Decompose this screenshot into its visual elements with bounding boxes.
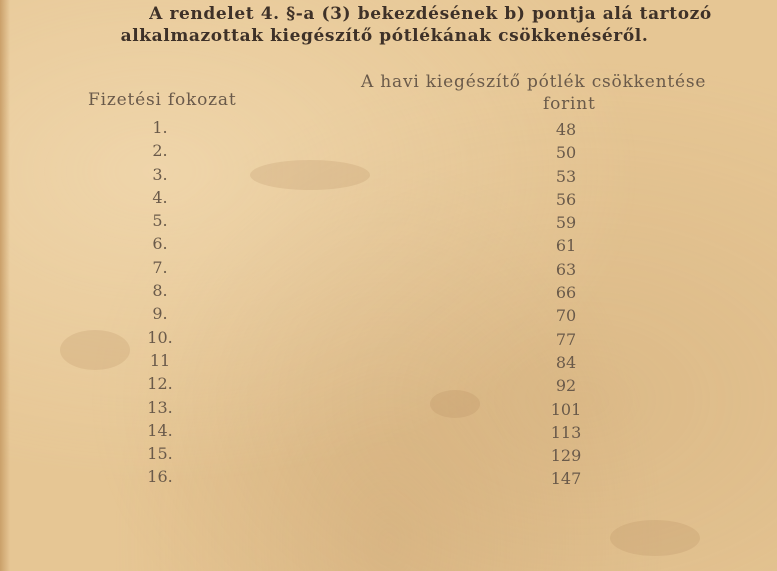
grade-cell: 5. bbox=[152, 211, 168, 231]
grade-cell: 11 bbox=[149, 350, 171, 370]
table-row bbox=[0, 256, 777, 279]
table-row bbox=[0, 465, 777, 488]
grade-cell: 6. bbox=[152, 234, 168, 254]
grade-cell: 2. bbox=[152, 141, 168, 161]
grade-cell: 13. bbox=[147, 397, 173, 417]
table-row bbox=[0, 279, 777, 302]
column-header-unit: forint bbox=[543, 94, 596, 114]
table-row bbox=[0, 326, 777, 349]
amount-cell: 56 bbox=[555, 189, 577, 209]
grade-cell: 4. bbox=[152, 187, 168, 207]
amount-cell: 59 bbox=[555, 213, 577, 233]
title-line-1: A rendelet 4. §-a (3) bekezdésének b) pontja alá tartozó bbox=[149, 4, 712, 24]
amount-cell: 113 bbox=[550, 422, 582, 442]
table-row bbox=[0, 419, 777, 442]
table-row bbox=[0, 209, 777, 232]
table-row bbox=[0, 442, 777, 465]
table-row bbox=[0, 116, 777, 139]
table-row bbox=[0, 372, 777, 395]
grade-cell: 14. bbox=[147, 420, 173, 440]
amount-cell: 84 bbox=[555, 352, 577, 372]
grade-cell: 1. bbox=[152, 118, 168, 137]
amount-cell: 50 bbox=[555, 143, 577, 163]
grade-cell: 7. bbox=[152, 257, 168, 277]
table-row bbox=[0, 232, 777, 255]
grade-cell: 10. bbox=[147, 327, 173, 347]
table-row bbox=[0, 349, 777, 372]
amount-cell: 101 bbox=[550, 399, 582, 419]
amount-cell: 92 bbox=[555, 376, 577, 396]
grade-cell: 9. bbox=[152, 304, 168, 324]
amount-cell: 147 bbox=[550, 469, 582, 489]
table-row bbox=[0, 139, 777, 162]
amount-cell: 66 bbox=[555, 283, 577, 303]
amount-cell: 77 bbox=[555, 329, 577, 349]
amount-cell: 61 bbox=[555, 236, 577, 256]
amount-cell: 70 bbox=[555, 306, 577, 326]
table-row bbox=[0, 302, 777, 325]
table-row bbox=[0, 163, 777, 186]
grade-cell: 12. bbox=[147, 374, 173, 394]
column-header-grade: Fizetési fokozat bbox=[88, 90, 237, 110]
grade-cell: 16. bbox=[147, 467, 173, 487]
amount-cell: 63 bbox=[555, 259, 577, 279]
title-line-2: alkalmazottak kiegészítő pótlékának csökkenéséről. bbox=[120, 26, 649, 46]
amount-cell: 53 bbox=[555, 166, 577, 186]
column-header-reduction: A havi kiegészítő pótlék csökkentése bbox=[361, 72, 707, 92]
paper-stain bbox=[610, 520, 700, 556]
amount-cell: 129 bbox=[550, 446, 582, 466]
amount-cell: 48 bbox=[555, 120, 577, 139]
grade-cell: 3. bbox=[152, 164, 168, 184]
table-row bbox=[0, 396, 777, 419]
data-table bbox=[0, 116, 777, 489]
grade-cell: 8. bbox=[152, 281, 168, 301]
table-row bbox=[0, 186, 777, 209]
grade-cell: 15. bbox=[147, 444, 173, 464]
